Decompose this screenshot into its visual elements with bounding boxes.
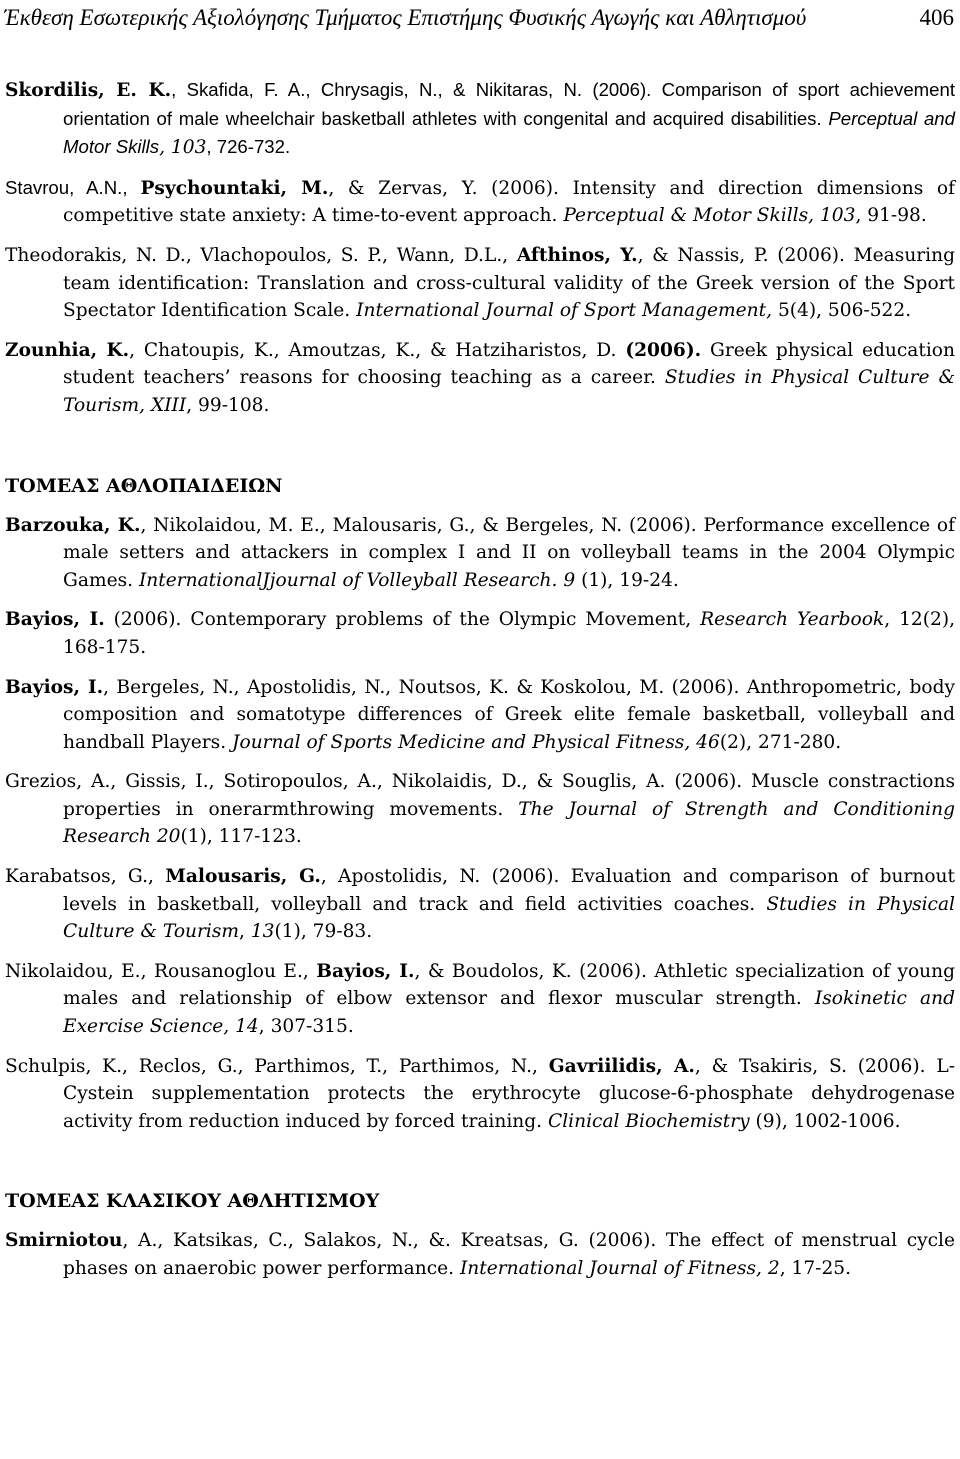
reference-segment: Skordilis, E. K. — [5, 80, 172, 101]
reference-segment: , 17-25. — [779, 1258, 852, 1279]
entries-top — [5, 76, 955, 420]
reference-list — [5, 76, 955, 1295]
reference-entry — [5, 768, 955, 851]
reference-segment: Journal of Sports Medicine and Physical Fitness, 46 — [232, 731, 720, 753]
reference-entry — [5, 1053, 955, 1136]
reference-segment: Bayios, I. — [5, 676, 104, 698]
reference-segment: 5(4), 506-522. — [772, 300, 912, 322]
reference-segment: Bayios, I. — [316, 960, 415, 982]
reference-segment: Psychountaki, M. — [140, 177, 329, 199]
reference-segment: The Journal of Strength and Conditioning Research 20 — [63, 798, 955, 848]
reference-segment: Stavrou, A.N., — [5, 176, 141, 198]
reference-entry — [5, 242, 955, 325]
reference-segment: , Bergeles, N., Apostolidis, N., Noutsos, K. & Koskolou, M. (2006). Anthropometric, body composition and somatotype differences of Greek elite female basketball, volleyball and handball Players. — [63, 676, 955, 753]
reference-segment: Nikolaidou, E., Rousanoglou E., — [5, 960, 317, 982]
reference-segment: , & Tsakiris, S. (2006). L-Cystein supplementation protects the erythrocyte glucose-6-phosphate dehydrogenase activity from reduction induced by forced training. — [63, 1055, 956, 1132]
reference-entry — [5, 606, 955, 661]
reference-entry — [5, 863, 955, 946]
reference-segment: Research Yearbook — [700, 609, 885, 631]
reference-segment: Zounhia, K. — [5, 339, 130, 361]
reference-segment: , 12(2), 168-175. — [63, 609, 955, 658]
reference-segment: International Journal of Fitness, 2 — [459, 1258, 780, 1279]
reference-segment: Perceptual and Motor Skills — [63, 107, 955, 158]
reference-entry — [5, 674, 955, 757]
page-number: 406 — [919, 5, 954, 30]
reference-segment: , 307-315. — [258, 1016, 354, 1038]
reference-segment: 9 — [563, 569, 576, 591]
reference-segment: (2006). — [625, 339, 702, 361]
reference-segment: Bayios, I. — [5, 609, 105, 631]
reference-segment: Studies in Physical Culture & Tourism — [63, 893, 956, 943]
reference-segment: , Nikolaidou, M. E., Malousaris, G., & Bergeles, N. (2006). Performance excellence of male setters and attackers in complex I and II on volleyball teams in the 2004 Olympic Games. — [63, 514, 955, 591]
reference-segment: International Journal of Sport Management, — [356, 300, 773, 322]
reference-segment: , 726-732. — [206, 136, 291, 158]
reference-segment: , 99-108. — [186, 394, 270, 416]
reference-segment: Malousaris, G. — [165, 866, 321, 888]
reference-segment: Barzouka, K. — [5, 514, 141, 536]
reference-segment: Perceptual & Motor Skills, 103 — [563, 205, 856, 227]
reference-segment: (2006). Contemporary problems of the Olympic Movement, — [104, 609, 701, 631]
reference-segment: Studies in Physical Culture & Tourism, XIII — [63, 367, 956, 416]
reference-entry — [5, 958, 955, 1041]
reference-segment: , 91-98. — [855, 205, 927, 227]
reference-segment: , & Boudolos, K. (2006). Athletic specialization of young males and relationship of elbow extensor and flexor muscular strength. — [63, 960, 955, 1010]
reference-segment: Karabatsos, G., — [5, 866, 166, 888]
header-title: Έκθεση Εσωτερικής Αξιολόγησης Τμήματος Επιστήμης Φυσικής Αγωγής και Αθλητισμού — [4, 5, 807, 30]
reference-segment: , & Zervas, Y. (2006). Intensity and direction dimensions of competitive state anxiety: A time-to-event approach. — [63, 177, 955, 227]
section-heading-klasikou-athlitismou: ΤΟΜΕΑΣ ΚΛΑΣΙΚΟΥ ΑΘΛΗΤΙΣΜΟΥ — [5, 1190, 380, 1213]
reference-entry — [5, 76, 955, 162]
reference-segment: Isokinetic and Exercise Science, 14 — [63, 988, 955, 1038]
reference-segment: , A., Katsikas, C., Salakos, N., &. Kreatsas, G. (2006). The effect of menstrual cycle phases on anaerobic power performance. — [63, 1230, 955, 1279]
section-entries-klasikou-athlitismou — [5, 1227, 955, 1282]
reference-segment: InternationalJjournal of Volleyball Research. — [138, 569, 558, 591]
reference-segment: Afthinos, Y. — [516, 244, 638, 266]
reference-segment: Clinical Biochemistry — [548, 1110, 750, 1132]
reference-entry — [5, 1227, 955, 1282]
reference-segment: Theodorakis, N. D., Vlachopoulos, S. P., Wann, D.L., — [5, 244, 517, 266]
reference-segment: (1), 117-123. — [180, 826, 302, 848]
reference-segment: Gavriilidis, A. — [548, 1055, 695, 1077]
reference-entry — [5, 174, 955, 230]
reference-segment: (9), 1002-1006. — [749, 1110, 901, 1132]
reference-segment: Greek physical education student teachers’ reasons for choosing teaching as a career. — [63, 339, 955, 389]
reference-segment: (1), 79-83. — [274, 921, 373, 943]
reference-segment: , — [239, 921, 251, 943]
section-heading-athlopaideion: ΤΟΜΕΑΣ ΑΘΛΟΠΑΙΔΕΙΩΝ — [5, 474, 283, 497]
reference-segment: Grezios, A., Gissis, I., Sotiropoulos, A., Nikolaidis, D., & Souglis, A. (2006). Muscle constractions properties in onerarmthrowing movements. — [5, 771, 955, 820]
reference-segment: , Skafida, F. A., Chrysagis, N., & Nikitaras, N. (2006). Comparison of sport achievement orientation of male wheelchair basketball athletes with congenital and acquired disabilities. — [63, 79, 955, 129]
reference-segment: , & Nassis, P. (2006). Measuring team identification: Translation and cross-cultural validity of the Greek version of the Sport Spectator Identification Scale. — [63, 244, 956, 322]
reference-segment: , 103 — [159, 137, 207, 159]
reference-segment: (1), 19-24. — [575, 569, 679, 591]
reference-segment: , Apostolidis, N. (2006). Evaluation and comparison of burnout levels in basketball, volleyball and track and field activities coaches. — [63, 866, 956, 915]
reference-segment: Schulpis, K., Reclos, G., Parthimos, T., Parthimos, N., — [5, 1055, 549, 1077]
reference-segment: 13 — [250, 921, 275, 943]
reference-segment: Smirniotou — [5, 1230, 123, 1252]
reference-entry — [5, 337, 955, 420]
section-entries-athlopaideion — [5, 512, 955, 1136]
reference-entry — [5, 512, 955, 595]
running-header — [4, 2, 954, 38]
reference-segment: (2), 271-280. — [719, 731, 842, 753]
reference-segment: , Chatoupis, K., Amoutzas, K., & Hatziharistos, D. — [129, 339, 626, 361]
